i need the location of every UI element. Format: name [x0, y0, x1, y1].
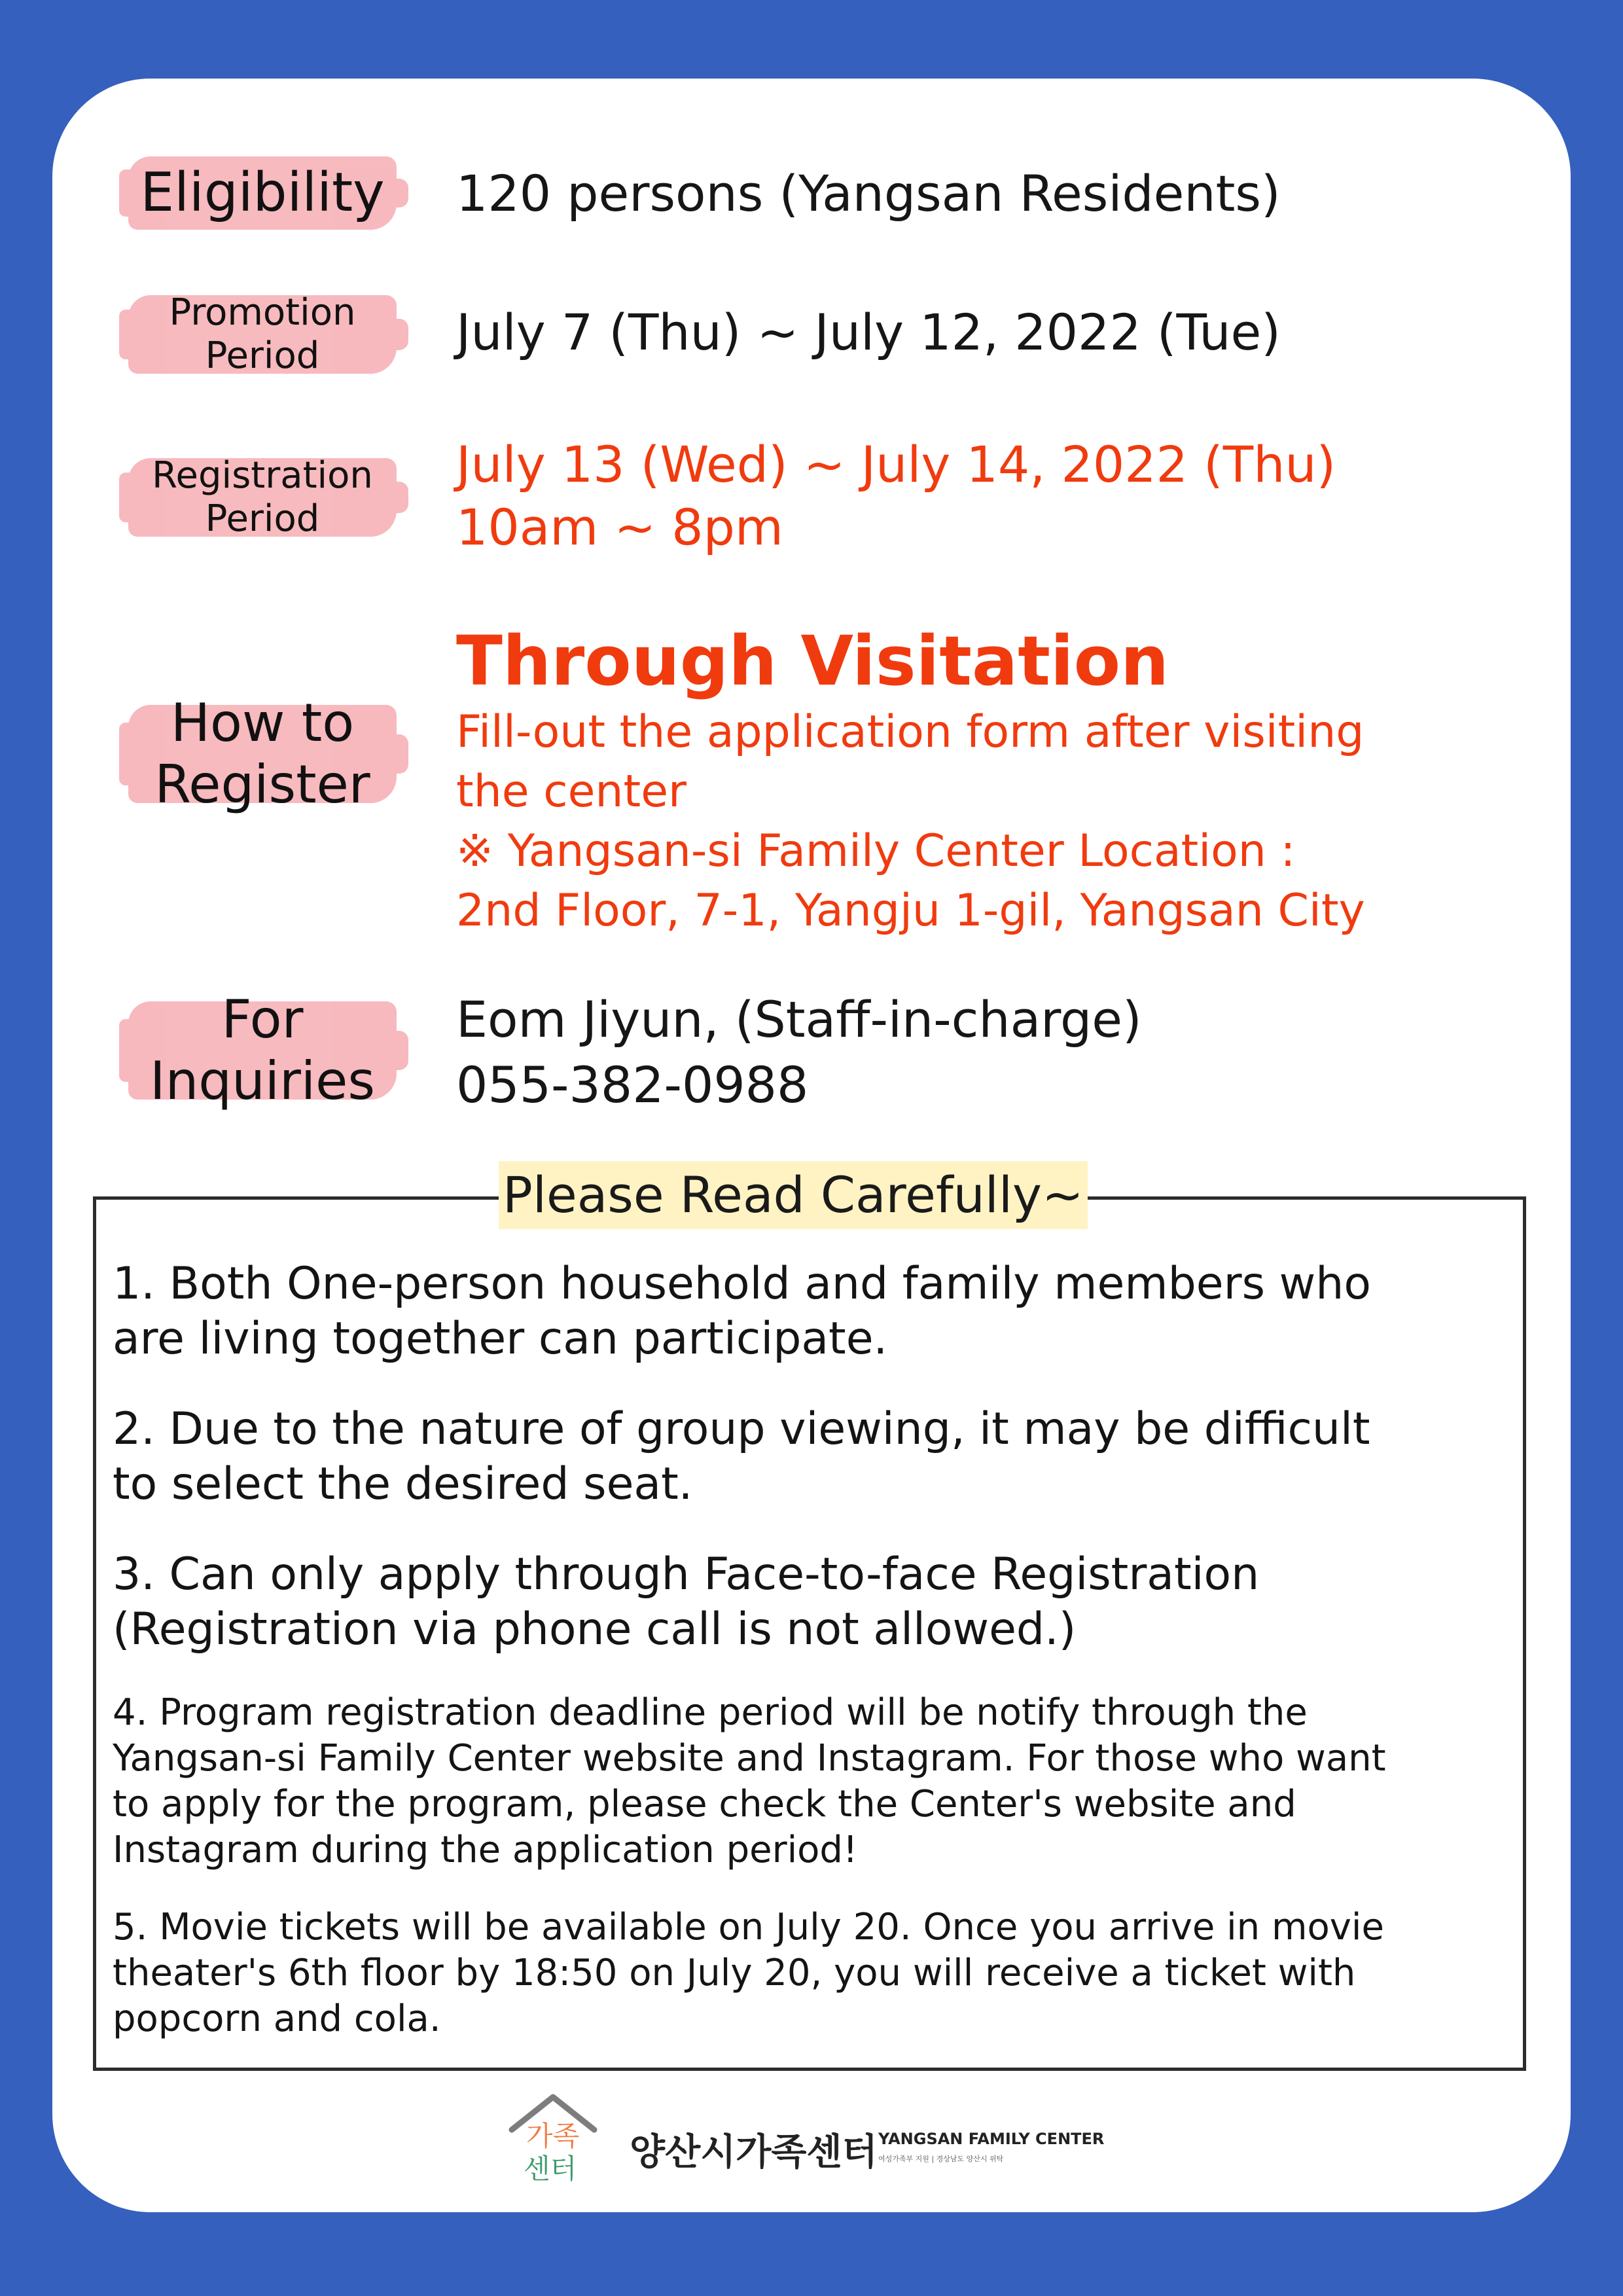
notice-item-4-line1: 4. Program registration deadline period will be notify through the [113, 1691, 1308, 1734]
registration-period-tag [128, 448, 397, 547]
how-detail-line2: the center [456, 766, 687, 817]
staff-in-charge: Eom Jiyun, (Staff-in-charge) [456, 990, 1142, 1049]
center-subtitle: 여성가족부 지원 | 경상남도 양산시 위탁 [878, 2155, 1004, 2163]
how-to-register-details [456, 702, 1365, 941]
notice-item-2 [113, 1402, 1513, 1512]
inquiries-label-line1: For [221, 988, 304, 1050]
notice-item-5 [113, 1905, 1513, 2042]
logo-text-line1: 가족 [526, 2120, 580, 2152]
notice-item-5-line3: popcorn and cola. [113, 1998, 441, 2040]
notice-item-5-line2: theater's 6th floor by 18:50 on July 20, you will receive a ticket with [113, 1952, 1356, 1994]
notice-item-1-line2: are living together can participate. [113, 1313, 888, 1365]
notice-item-5-line1: 5. Movie tickets will be available on July 20. Once you arrive in movie [113, 1906, 1384, 1948]
center-location-line1: ※ Yangsan-si Family Center Location : [456, 825, 1296, 877]
notice-item-3 [113, 1547, 1513, 1657]
notice-item-4-line3: to apply for the program, please check the Center's website and [113, 1783, 1296, 1825]
eligibility-value: 120 persons (Yangsan Residents) [456, 164, 1281, 223]
how-label-line2: Register [154, 754, 370, 815]
how-label-line1: How to [170, 692, 355, 753]
phone-number: 055-382-0988 [456, 1056, 809, 1114]
notice-item-2-line1: 2. Due to the nature of group viewing, it may be difficult [113, 1403, 1370, 1455]
registration-label-line2: Period [205, 497, 320, 540]
how-to-register-heading: Through Visitation [456, 621, 1169, 701]
eligibility-tag [128, 151, 397, 236]
center-location-line2: 2nd Floor, 7-1, Yangju 1-gil, Yangsan City [456, 885, 1365, 937]
inquiries-tag [128, 985, 397, 1116]
notice-item-4-line2: Yangsan-si Family Center website and Instagram. For those who want [113, 1737, 1386, 1780]
how-to-register-tag [128, 689, 397, 819]
notice-item-3-line1: 3. Can only apply through Face-to-face Registration [113, 1549, 1260, 1600]
notice-item-4-line4: Instagram during the application period! [113, 1829, 858, 1871]
registration-dates: July 13 (Wed) ~ July 14, 2022 (Thu) [456, 435, 1336, 493]
notice-item-1 [113, 1257, 1513, 1367]
promotion-period-tag [128, 285, 397, 384]
notice-item-3-line2: (Registration via phone call is not allowed.) [113, 1604, 1077, 1655]
registration-label-line1: Registration [152, 454, 373, 497]
notice-item-4 [113, 1690, 1513, 1873]
inquiries-label-line2: Inquiries [149, 1050, 376, 1111]
eligibility-label: Eligibility [140, 161, 385, 224]
registration-period-value [456, 433, 1336, 559]
promotion-period-value: July 7 (Thu) ~ July 12, 2022 (Tue) [456, 303, 1281, 361]
promotion-label-line1: Promotion [169, 291, 356, 334]
inquiries-value [456, 987, 1142, 1118]
logo-text-line2: 센터 [524, 2153, 577, 2185]
how-detail-line1: Fill-out the application form after visiting [456, 706, 1364, 758]
notice-item-2-line2: to select the desired seat. [113, 1458, 693, 1510]
center-name-english: YANGSAN FAMILY CENTER [878, 2130, 1105, 2148]
family-center-logo-icon [504, 2089, 602, 2187]
notice-title: Please Read Carefully~ [499, 1161, 1088, 1229]
registration-hours: 10am ~ 8pm [456, 498, 783, 556]
notice-item-1-line1: 1. Both One-person household and family members who [113, 1258, 1371, 1310]
promotion-label-line2: Period [205, 334, 320, 377]
center-name-korean: 양산시가족센터 [630, 2131, 878, 2174]
